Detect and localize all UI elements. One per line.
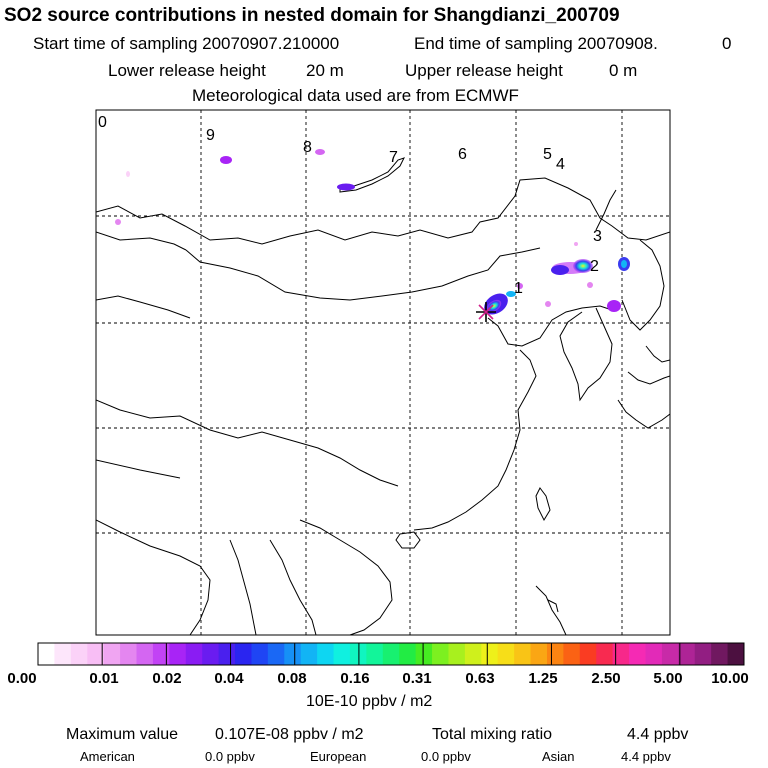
total-mixing-label: Total mixing ratio — [432, 726, 553, 743]
colorbar-swatch — [481, 643, 498, 665]
colorbar-swatch — [580, 643, 597, 665]
colorbar-swatch — [153, 643, 170, 665]
colorbar-swatch — [284, 643, 301, 665]
corner-day-label: 0 — [98, 114, 107, 131]
colorbar-tick: 0.08 — [277, 670, 307, 687]
colorbar — [38, 643, 745, 665]
european-label: European — [310, 749, 367, 764]
colorbar-swatch — [38, 643, 55, 665]
colorbar-swatch — [71, 643, 88, 665]
colorbar-swatch — [54, 643, 71, 665]
total-mixing-value: 4.4 ppbv — [627, 726, 689, 743]
map-frame — [96, 110, 670, 635]
colorbar-tick: 0.63 — [465, 670, 495, 687]
day-marker-3: 3 — [593, 228, 602, 245]
colorbar-swatch — [235, 643, 252, 665]
colorbar-swatch — [596, 643, 613, 665]
colorbar-swatch — [317, 643, 334, 665]
colorbar-tick: 0.00 — [7, 670, 37, 687]
colorbar-swatch — [514, 643, 531, 665]
day-marker-2: 2 — [590, 258, 599, 275]
colorbar-unit: 10E-10 ppbv / m2 — [306, 693, 433, 710]
day-marker-9: 9 — [206, 127, 215, 144]
colorbar-swatch — [137, 643, 154, 665]
lower-release-value: 20 m — [306, 61, 344, 80]
day-marker-5: 5 — [543, 146, 552, 163]
colorbar-swatch — [563, 643, 580, 665]
colorbar-tick: 5.00 — [653, 670, 683, 687]
source-location-marker — [476, 302, 496, 322]
colorbar-swatch — [432, 643, 449, 665]
colorbar-swatch — [711, 643, 728, 665]
colorbar-swatch — [186, 643, 203, 665]
colorbar-tick: 10.00 — [711, 670, 749, 687]
colorbar-swatch — [678, 643, 695, 665]
colorbar-swatch — [383, 643, 400, 665]
colorbar-swatch — [334, 643, 351, 665]
colorbar-swatch — [645, 643, 662, 665]
colorbar-swatch — [219, 643, 236, 665]
colorbar-swatch — [547, 643, 564, 665]
coastlines-borders — [96, 158, 670, 635]
american-label: American — [80, 749, 135, 764]
colorbar-swatch — [202, 643, 219, 665]
colorbar-swatch — [662, 643, 679, 665]
lower-release-label: Lower release height — [108, 61, 266, 80]
colorbar-swatch — [301, 643, 318, 665]
concentration-plumes — [115, 146, 630, 319]
colorbar-swatch — [728, 643, 745, 665]
colorbar-tick: 0.16 — [340, 670, 370, 687]
day-marker-8: 8 — [303, 139, 312, 156]
end-time-suffix: 0 — [722, 34, 732, 53]
colorbar-swatch — [399, 643, 416, 665]
colorbar-tick: 2.50 — [591, 670, 621, 687]
colorbar-swatch — [87, 643, 104, 665]
asian-value: 4.4 ppbv — [621, 749, 671, 764]
colorbar-swatch — [104, 643, 121, 665]
lat-lon-grid — [96, 110, 670, 635]
max-value-label: Maximum value — [66, 726, 179, 743]
day-marker-1: 1 — [514, 280, 523, 297]
day-marker-6: 6 — [458, 146, 467, 163]
start-time: Start time of sampling 20070907.210000 — [33, 34, 340, 53]
colorbar-swatch — [465, 643, 482, 665]
colorbar-swatch — [366, 643, 383, 665]
colorbar-tick: 0.04 — [214, 670, 244, 687]
colorbar-swatch — [251, 643, 268, 665]
colorbar-swatch — [120, 643, 137, 665]
meteorological-source: Meteorological data used are from ECMWF — [192, 86, 519, 105]
asian-label: Asian — [542, 749, 575, 764]
colorbar-swatch — [531, 643, 548, 665]
map-title: SO2 source contributions in nested domain for Shangdianzi_200709 — [4, 5, 620, 26]
upper-release-label: Upper release height — [405, 61, 563, 80]
colorbar-swatch — [169, 643, 186, 665]
day-marker-7: 7 — [389, 149, 398, 166]
colorbar-swatch — [695, 643, 712, 665]
colorbar-swatch — [268, 643, 285, 665]
map-content — [96, 110, 670, 635]
colorbar-swatch — [498, 643, 515, 665]
colorbar-swatch — [416, 643, 433, 665]
colorbar-swatch — [629, 643, 646, 665]
colorbar-swatch — [448, 643, 465, 665]
upper-release-value: 0 m — [609, 61, 638, 80]
max-value: 0.107E-08 ppbv / m2 — [215, 726, 364, 743]
end-time: End time of sampling 20070908. — [414, 34, 658, 53]
colorbar-tick: 0.02 — [152, 670, 182, 687]
colorbar-tick: 0.31 — [402, 670, 432, 687]
day-marker-4: 4 — [556, 156, 565, 173]
european-value: 0.0 ppbv — [421, 749, 471, 764]
colorbar-tick: 1.25 — [528, 670, 558, 687]
american-value: 0.0 ppbv — [205, 749, 255, 764]
colorbar-tick: 0.01 — [89, 670, 119, 687]
